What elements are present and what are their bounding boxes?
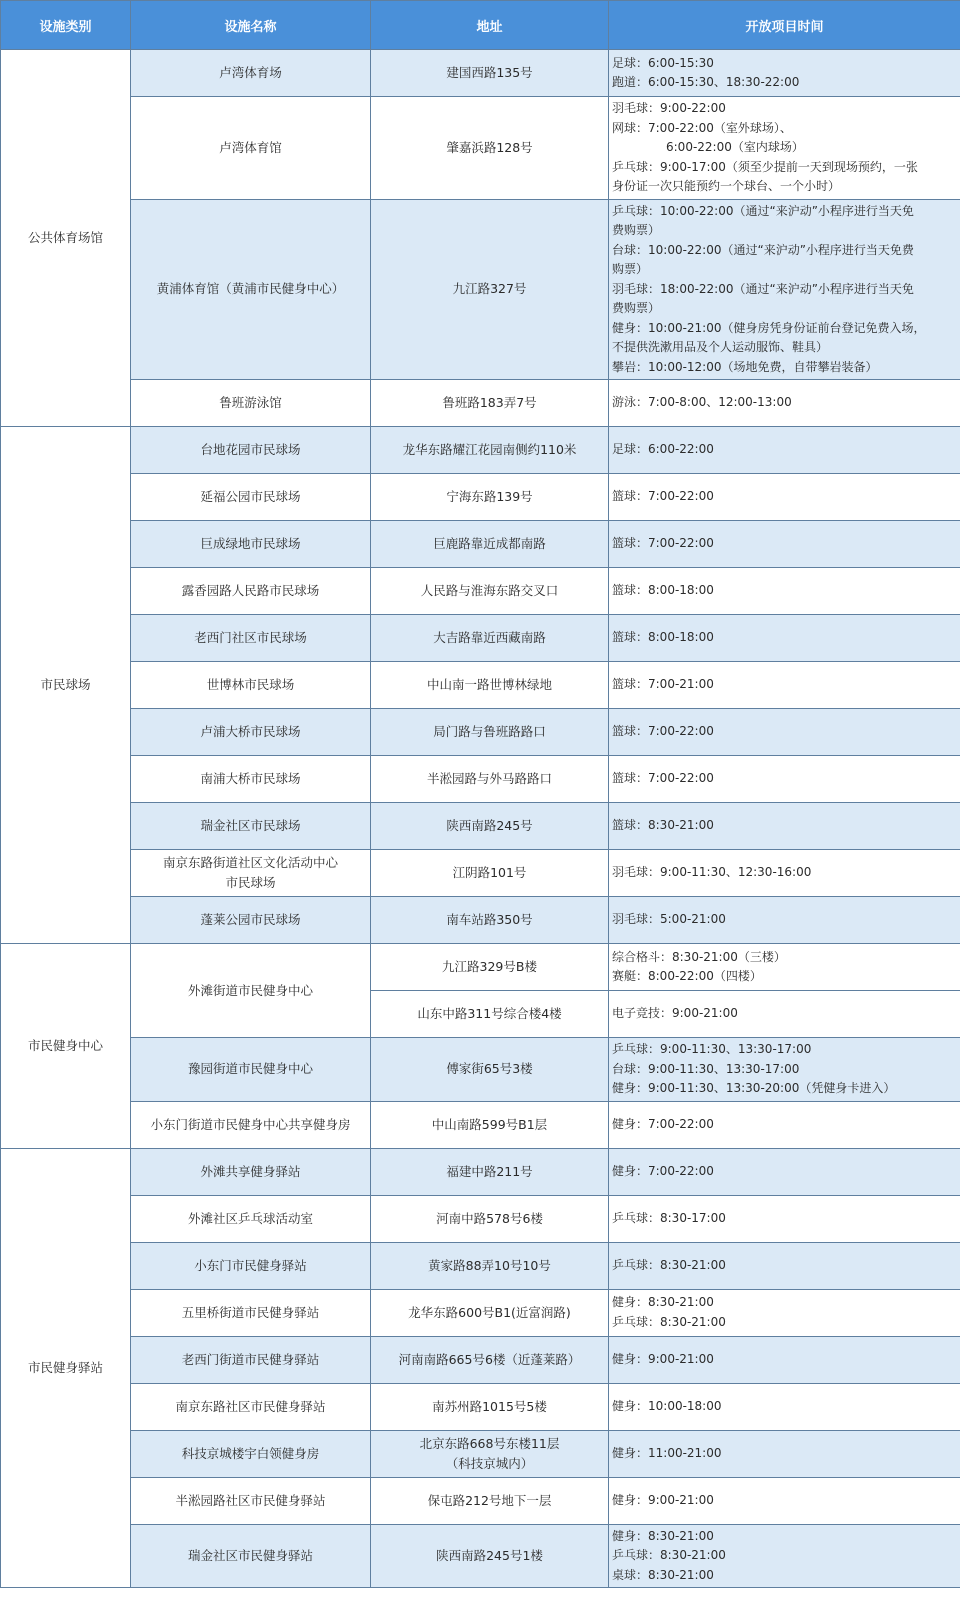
cell-line: 不提供洗漱用品及个人运动服饰、鞋具）	[612, 340, 829, 354]
address-cell	[371, 1038, 609, 1102]
cell-line: 河南南路665号6楼（近蓬莱路）	[398, 1351, 581, 1367]
hours-cell	[609, 756, 960, 803]
cell-line: 宁海东路139号	[446, 489, 533, 504]
facility-name-cell	[131, 897, 371, 944]
cell-line: 人民路与淮海东路交叉口	[420, 583, 559, 598]
cell-line: 篮球：7:00-22:00	[612, 724, 714, 739]
cell-line: 卢湾体育场	[219, 65, 282, 80]
hours-cell	[609, 199, 960, 380]
table-row	[1, 1038, 960, 1102]
table-row	[1, 97, 960, 200]
facility-name-cell	[131, 380, 371, 427]
address-cell	[371, 1148, 609, 1195]
table-row	[1, 380, 960, 427]
hours-cell	[609, 1242, 960, 1289]
address-cell	[371, 1524, 609, 1588]
address-cell	[371, 1383, 609, 1430]
cell-line: 篮球：7:00-21:00	[612, 677, 714, 692]
cell-line: 南浦大桥市民球场	[200, 771, 301, 786]
address-cell	[371, 803, 609, 850]
cell-line: 台球：10:00-22:00（通过“来沪动”小程序进行当天免费	[612, 242, 914, 257]
facility-name-cell	[131, 1336, 371, 1383]
cell-line: 瑞金社区市民健身驿站	[187, 1547, 313, 1563]
facility-name-cell	[131, 199, 371, 380]
cell-line: 羽毛球：5:00-21:00	[612, 912, 726, 927]
table-row	[1, 756, 960, 803]
cell-line: 九江路329号B楼	[442, 959, 537, 974]
table-row	[1, 1195, 960, 1242]
table-row	[1, 199, 960, 380]
table-row	[1, 1336, 960, 1383]
facility-name-cell	[131, 1383, 371, 1430]
cell-line: 龙华东路600号B1(近富润路)	[408, 1304, 571, 1320]
table-row	[1, 709, 960, 756]
cell-line: 健身：10:00-18:00	[612, 1398, 722, 1413]
header-hours: 开放项目时间	[609, 1, 960, 50]
facility-name-cell	[131, 521, 371, 568]
cell-line: 游泳：7:00-8:00、12:00-13:00	[612, 395, 792, 410]
table-row	[1, 50, 960, 97]
address-cell	[371, 199, 609, 380]
cell-line: 延福公园市民球场	[200, 489, 301, 504]
cell-line: 电子竞技：9:00-21:00	[612, 1006, 738, 1021]
header-address: 地址	[371, 1, 609, 50]
cell-line: 羽毛球：18:00-22:00（通过“来沪动”小程序进行当天免	[612, 281, 914, 296]
cell-line: 攀岩：10:00-12:00（场地免费，自带攀岩装备）	[612, 359, 878, 374]
address-cell	[371, 991, 609, 1038]
hours-cell	[609, 1336, 960, 1383]
cell-line: 桌球：8:30-21:00	[612, 1567, 714, 1582]
address-cell	[371, 380, 609, 427]
hours-cell	[609, 97, 960, 200]
cell-line: 乒乓球：8:30-21:00	[612, 1314, 726, 1329]
cell-line: 南京东路街道社区文化活动中心	[162, 855, 338, 870]
facility-name-cell	[131, 474, 371, 521]
address-cell	[371, 709, 609, 756]
address-cell	[371, 897, 609, 944]
cell-line: 外滩街道市民健身中心	[187, 982, 313, 998]
address-cell	[371, 1430, 609, 1477]
cell-line: 山东中路311号综合楼4楼	[417, 1006, 562, 1021]
cell-line: 福建中路211号	[446, 1163, 533, 1179]
facility-name-cell	[131, 568, 371, 615]
facility-name-cell	[131, 615, 371, 662]
table-row	[1, 1148, 960, 1195]
cell-line: 乒乓球：8:30-21:00	[612, 1548, 726, 1562]
cell-line: 巨成绿地市民球场	[200, 536, 301, 551]
cell-line: 陕西南路245号1楼	[436, 1547, 543, 1563]
hours-cell	[609, 568, 960, 615]
hours-cell	[609, 1289, 960, 1336]
hours-cell	[609, 1101, 960, 1148]
cell-line: 保屯路212号地下一层	[427, 1492, 552, 1508]
hours-cell	[609, 427, 960, 474]
cell-line: 傅家街65号3楼	[446, 1061, 533, 1077]
address-cell	[371, 97, 609, 200]
facility-name-cell	[131, 1430, 371, 1477]
hours-cell	[609, 521, 960, 568]
table-row	[1, 568, 960, 615]
facility-name-cell	[131, 1101, 371, 1148]
facility-name-cell	[131, 97, 371, 200]
cell-line: 网球：7:00-22:00（室外球场）、	[612, 120, 792, 135]
cell-line: 北京东路668号东楼11层	[419, 1435, 560, 1451]
cell-line: 健身：8:30-21:00	[612, 1528, 714, 1543]
cell-line: 瑞金社区市民球场	[200, 818, 301, 833]
table-row	[1, 521, 960, 568]
hours-cell	[609, 1038, 960, 1102]
table-row	[1, 944, 960, 991]
cell-line: 肇嘉浜路128号	[446, 139, 533, 155]
hours-cell	[609, 1148, 960, 1195]
cell-line: 老西门社区市民球场	[194, 630, 307, 645]
cell-line: 足球：6:00-22:00	[612, 442, 714, 457]
category-cell: 市民健身驿站	[1, 1148, 131, 1588]
hours-cell	[609, 615, 960, 662]
cell-line: 南车站路350号	[446, 912, 533, 927]
table-row	[1, 1524, 960, 1588]
facility-name-cell	[131, 756, 371, 803]
table-row	[1, 897, 960, 944]
address-cell	[371, 1477, 609, 1524]
facility-name-cell	[131, 1038, 371, 1102]
table-row	[1, 662, 960, 709]
table-row	[1, 1383, 960, 1430]
facility-name-cell	[131, 803, 371, 850]
cell-line: 市民球场	[225, 875, 276, 890]
address-cell	[371, 427, 609, 474]
cell-line: 6:00-22:00（室内球场）	[666, 140, 804, 154]
cell-line: 费购票）	[612, 301, 661, 315]
cell-line: 健身：10:00-21:00（健身房凭身份证前台登记免费入场，	[612, 320, 926, 335]
cell-line: 外滩社区乒乓球活动室	[187, 1210, 313, 1226]
table-body	[1, 50, 960, 1588]
cell-line: 篮球：8:00-18:00	[612, 583, 714, 598]
hours-cell	[609, 991, 960, 1038]
hours-cell	[609, 1477, 960, 1524]
table-row	[1, 803, 960, 850]
cell-line: 乒乓球：9:00-11:30、13:30-17:00	[612, 1042, 812, 1056]
cell-line: 健身：7:00-22:00	[612, 1163, 714, 1178]
cell-line: 陕西南路245号	[446, 818, 533, 833]
address-cell	[371, 756, 609, 803]
hours-cell	[609, 662, 960, 709]
cell-line: 半淞园路与外马路路口	[426, 771, 552, 786]
cell-line: 小东门市民健身驿站	[194, 1257, 307, 1273]
header-row	[1, 1, 960, 50]
cell-line: 赛艇：8:00-22:00（四楼）	[612, 969, 762, 983]
facility-name-cell	[131, 709, 371, 756]
cell-line: 篮球：7:00-22:00	[612, 489, 714, 504]
cell-line: 中山南一路世博林绿地	[426, 677, 552, 692]
address-cell	[371, 474, 609, 521]
facility-name-cell	[131, 1477, 371, 1524]
cell-line: 老西门街道市民健身驿站	[181, 1351, 320, 1367]
cell-line: 江阴路101号	[452, 865, 527, 880]
cell-line: 羽毛球：9:00-22:00	[612, 101, 726, 115]
cell-line: 健身：9:00-21:00	[612, 1492, 714, 1507]
cell-line: 建国西路135号	[446, 65, 533, 80]
hours-cell	[609, 50, 960, 97]
cell-line: 中山南路599号B1层	[431, 1116, 548, 1132]
address-cell	[371, 568, 609, 615]
facility-name-cell	[131, 1289, 371, 1336]
cell-line: 乒乓球：9:00-17:00（须至少提前一天到现场预约，一张	[612, 159, 918, 174]
category-cell: 市民健身中心	[1, 944, 131, 1149]
hours-cell	[609, 1383, 960, 1430]
cell-line: 卢湾体育馆	[219, 139, 282, 155]
table-row	[1, 1477, 960, 1524]
category-cell: 公共体育场馆	[1, 50, 131, 427]
cell-line: 羽毛球：9:00-11:30、12:30-16:00	[612, 865, 812, 880]
facility-name-cell	[131, 1242, 371, 1289]
facility-name-cell	[131, 1524, 371, 1588]
table-row	[1, 1101, 960, 1148]
facility-name-cell	[131, 944, 371, 1038]
table-row	[1, 1242, 960, 1289]
cell-line: 台球：9:00-11:30、13:30-17:00	[612, 1061, 800, 1076]
address-cell	[371, 1242, 609, 1289]
facility-name-cell	[131, 427, 371, 474]
hours-cell	[609, 1195, 960, 1242]
address-cell	[371, 521, 609, 568]
address-cell	[371, 1289, 609, 1336]
facility-name-cell	[131, 850, 371, 897]
table-row	[1, 474, 960, 521]
cell-line: 篮球：8:00-18:00	[612, 630, 714, 645]
table-row	[1, 615, 960, 662]
cell-line: （科技京城内）	[445, 1455, 534, 1471]
cell-line: 半淞园路社区市民健身驿站	[175, 1492, 326, 1508]
cell-line: 卢浦大桥市民球场	[200, 724, 301, 739]
cell-line: 身份证一次只能预约一个球台、一个小时）	[612, 179, 841, 193]
address-cell	[371, 50, 609, 97]
cell-line: 台地花园市民球场	[200, 442, 301, 457]
header-name: 设施名称	[131, 1, 371, 50]
address-cell	[371, 662, 609, 709]
address-cell	[371, 1336, 609, 1383]
cell-line: 费购票）	[612, 223, 661, 237]
cell-line: 豫园街道市民健身中心	[187, 1061, 313, 1077]
cell-line: 龙华东路耀江花园南侧约110米	[402, 442, 577, 457]
cell-line: 五里桥街道市民健身驿站	[181, 1304, 320, 1320]
cell-line: 巨鹿路靠近成都南路	[433, 536, 546, 551]
cell-line: 黄浦体育馆（黄浦市民健身中心）	[156, 281, 345, 297]
table-row	[1, 850, 960, 897]
facility-name-cell	[131, 662, 371, 709]
cell-line: 河南中路578号6楼	[436, 1210, 543, 1226]
cell-line: 乒乓球：10:00-22:00（通过“来沪动”小程序进行当天免	[612, 203, 914, 218]
header-category: 设施类别	[1, 1, 131, 50]
cell-line: 黄家路88弄10号10号	[428, 1257, 551, 1273]
cell-line: 健身：11:00-21:00	[612, 1445, 722, 1460]
cell-line: 小东门街道市民健身中心共享健身房	[150, 1116, 351, 1132]
table-row	[1, 1289, 960, 1336]
cell-line: 篮球：7:00-22:00	[612, 536, 714, 551]
cell-line: 大吉路靠近西藏南路	[433, 630, 546, 645]
cell-line: 世博林市民球场	[206, 677, 295, 692]
cell-line: 健身：9:00-11:30、13:30-20:00（凭健身卡进入）	[612, 1081, 896, 1095]
hours-cell	[609, 803, 960, 850]
table-row	[1, 427, 960, 474]
cell-line: 健身：7:00-22:00	[612, 1116, 714, 1131]
address-cell	[371, 615, 609, 662]
address-cell	[371, 1101, 609, 1148]
cell-line: 健身：8:30-21:00	[612, 1295, 714, 1309]
facility-name-cell	[131, 50, 371, 97]
hours-cell	[609, 709, 960, 756]
hours-cell	[609, 944, 960, 991]
hours-cell	[609, 850, 960, 897]
address-cell	[371, 1195, 609, 1242]
address-cell	[371, 850, 609, 897]
cell-line: 健身：9:00-21:00	[612, 1351, 714, 1366]
cell-line: 露香园路人民路市民球场	[181, 583, 320, 598]
hours-cell	[609, 1430, 960, 1477]
cell-line: 南京东路社区市民健身驿站	[175, 1398, 326, 1414]
cell-line: 南苏州路1015号5楼	[432, 1398, 547, 1414]
category-cell: 市民球场	[1, 427, 131, 944]
hours-cell	[609, 380, 960, 427]
cell-line: 购票）	[612, 262, 649, 276]
cell-line: 科技京城楼宇白领健身房	[181, 1445, 320, 1461]
cell-line: 外滩共享健身驿站	[200, 1163, 301, 1179]
facility-name-cell	[131, 1195, 371, 1242]
cell-line: 篮球：7:00-22:00	[612, 771, 714, 786]
cell-line: 跑道：6:00-15:30、18:30-22:00	[612, 75, 800, 89]
hours-cell	[609, 474, 960, 521]
cell-line: 综合格斗：8:30-21:00（三楼）	[612, 949, 786, 964]
cell-line: 乒乓球：8:30-17:00	[612, 1210, 726, 1225]
cell-line: 篮球：8:30-21:00	[612, 818, 714, 833]
cell-line: 足球：6:00-15:30	[612, 55, 714, 70]
cell-line: 局门路与鲁班路路口	[433, 724, 546, 739]
table-row	[1, 1430, 960, 1477]
cell-line: 蓬莱公园市民球场	[200, 912, 301, 927]
hours-cell	[609, 1524, 960, 1588]
address-cell	[371, 944, 609, 991]
cell-line: 鲁班路183弄7号	[442, 395, 537, 410]
cell-line: 鲁班游泳馆	[219, 395, 282, 410]
facility-name-cell	[131, 1148, 371, 1195]
hours-cell	[609, 897, 960, 944]
cell-line: 九江路327号	[452, 281, 527, 297]
cell-line: 乒乓球：8:30-21:00	[612, 1257, 726, 1272]
